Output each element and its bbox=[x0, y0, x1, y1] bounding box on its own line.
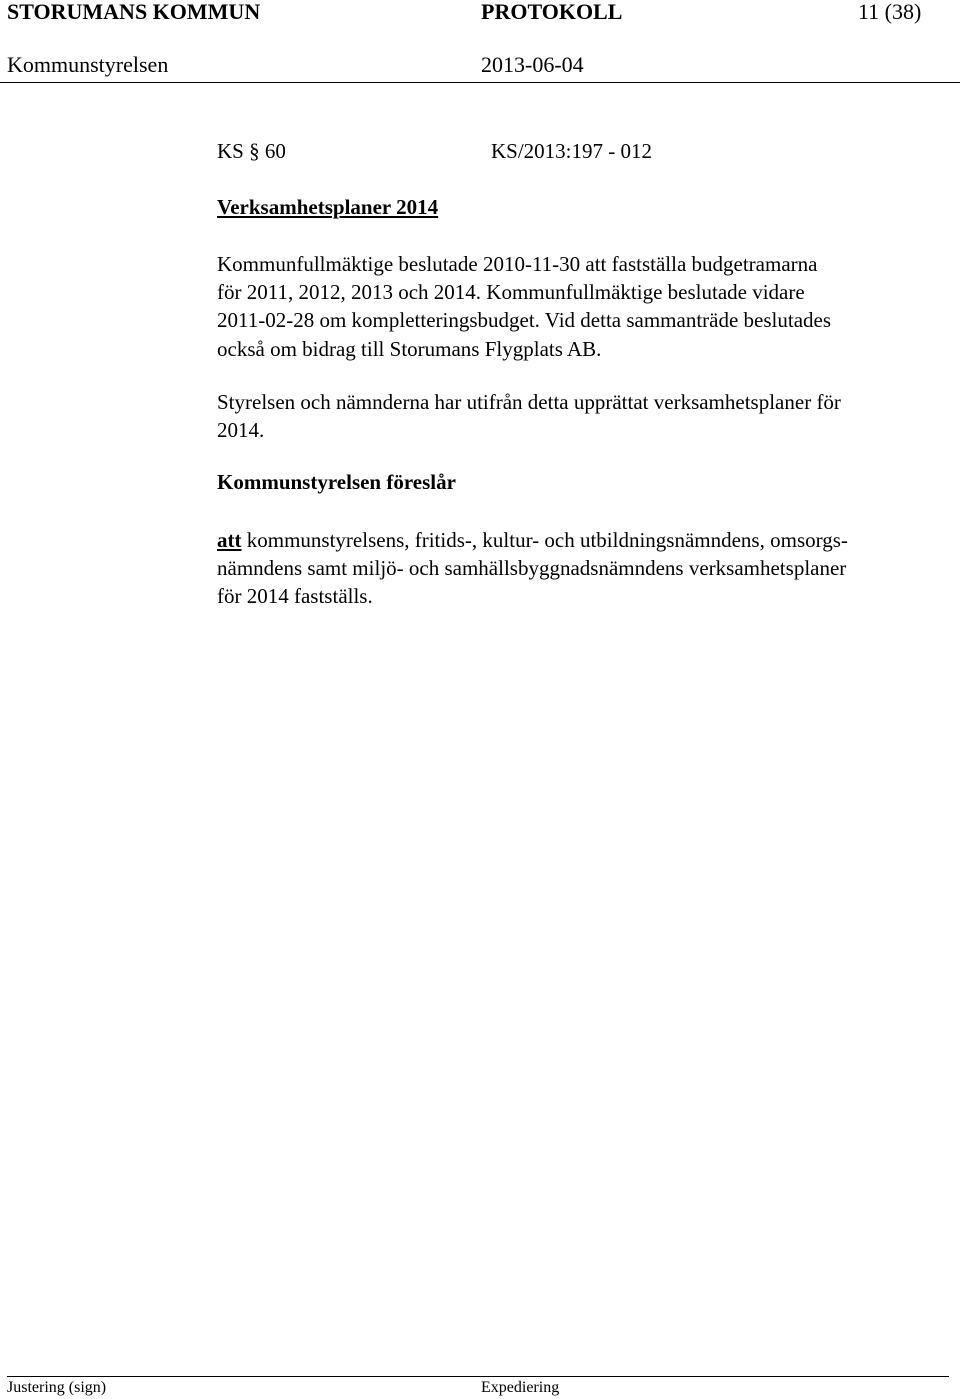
header-divider bbox=[0, 82, 960, 83]
expediering-label: Expediering bbox=[481, 1379, 560, 1396]
paragraph-line bbox=[217, 526, 947, 554]
meeting-date: 2013-06-04 bbox=[481, 52, 584, 77]
paragraph-line: nämndens samt miljö- och samhällsbyggnadsnämndens verksamhetsplaner bbox=[217, 556, 847, 581]
paragraph-line: Kommunfullmäktige beslutade 2010-11-30 att fastställa budgetramarna bbox=[217, 252, 818, 276]
page-number: 11 (38) bbox=[858, 0, 922, 24]
case-heading: Verksamhetsplaner 2014 bbox=[217, 195, 439, 219]
att-keyword: att bbox=[217, 528, 242, 552]
document-type: PROTOKOLL bbox=[481, 0, 623, 24]
paragraph-background bbox=[217, 250, 947, 363]
paragraph-line: för 2014 fastställs. bbox=[217, 584, 373, 609]
proposal-heading: Kommunstyrelsen föreslår bbox=[217, 470, 456, 494]
organization-name: STORUMANS KOMMUN bbox=[7, 0, 261, 24]
paragraph-line: 2014. bbox=[217, 418, 265, 443]
paragraph-line: för 2011, 2012, 2013 och 2014. Kommunfullmäktige beslutade vidare bbox=[217, 280, 805, 305]
paragraph-proposal bbox=[217, 526, 947, 611]
paragraph-line-text: kommunstyrelsens, fritids-, kultur- och utbildningsnämndens, omsorgs- bbox=[241, 528, 848, 552]
case-number: KS § 60 bbox=[217, 139, 286, 163]
paragraph-line: 2011-02-28 om kompletteringsbudget. Vid detta sammanträde beslutades bbox=[217, 308, 832, 333]
paragraph-line: Styrelsen och nämnderna har utifrån detta upprättat verksamhetsplaner för bbox=[217, 390, 841, 414]
committee-name: Kommunstyrelsen bbox=[7, 52, 169, 77]
justering-label: Justering (sign) bbox=[7, 1379, 107, 1396]
paragraph-plans bbox=[217, 388, 947, 444]
footer-divider bbox=[7, 1376, 949, 1377]
case-reference: KS/2013:197 - 012 bbox=[491, 139, 653, 163]
paragraph-line: också om bidrag till Storumans Flygplats AB. bbox=[217, 336, 602, 361]
